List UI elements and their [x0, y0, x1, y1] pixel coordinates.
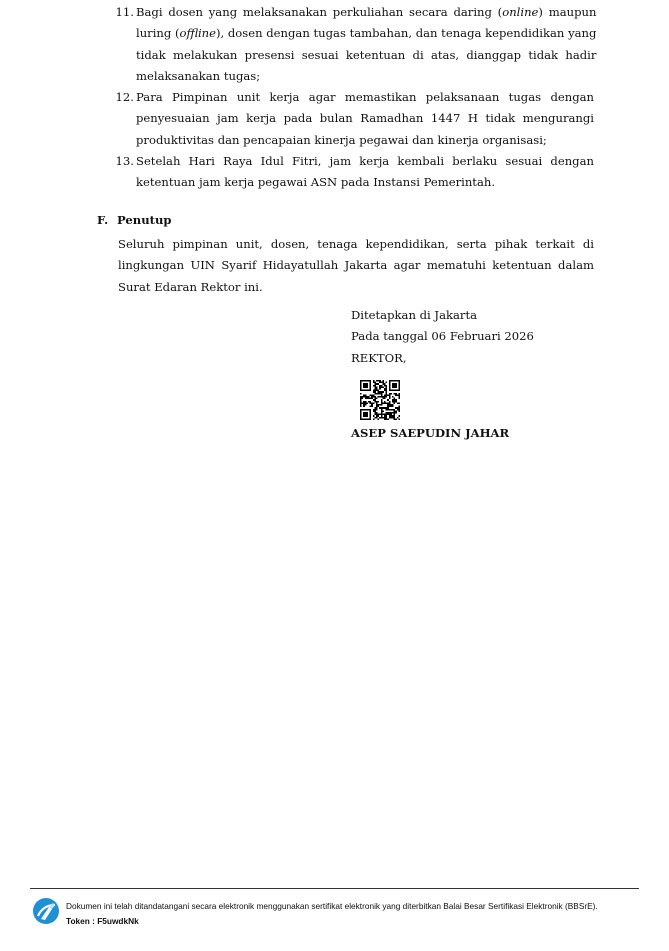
closing-line: Seluruh pimpinan unit, dosen, tenaga kependidikan, serta pihak terkait di — [118, 237, 594, 251]
footer-disclaimer: Dokumen ini telah ditandatangani secara elektronik menggunakan sertifikat elektronik yang diterbitkan Balai Besar Sertifikasi Elektronik (BBSrE). — [66, 901, 598, 911]
list-item-number: 11. — [115, 5, 134, 19]
text-segment: Setelah Hari Raya Idul Fitri, jam kerja kembali berlaku sesuai dengan — [136, 154, 594, 169]
list-item-number: 12. — [115, 90, 134, 105]
section-heading-penutup — [97, 210, 172, 230]
signature-date: Pada tanggal 06 Februari 2026 — [351, 329, 534, 344]
footer-divider — [30, 888, 639, 889]
text-segment: luring ( — [136, 26, 180, 41]
section-title: Penutup — [117, 213, 172, 227]
list-item-line — [136, 2, 596, 23]
footer-token: Token : F5uwdkNk — [66, 916, 139, 926]
section-letter: F. — [97, 213, 109, 227]
list-item-line — [136, 66, 596, 87]
list-item-text — [136, 151, 594, 194]
closing-line: Surat Edaran Rektor ini. — [118, 279, 263, 294]
text-segment: penyesuaian jam kerja pada bulan Ramadhan 1447 H tidak mengurangi — [136, 111, 594, 126]
text-segment: produktivitas dan pencapaian kinerja pegawai dan kinerja organisasi; — [136, 132, 547, 147]
list-item-line — [136, 45, 596, 66]
closing-line: lingkungan UIN Syarif Hidayatullah Jakarta agar mematuhi ketentuan dalam — [118, 258, 594, 273]
signature-block — [351, 305, 534, 369]
numbered-list — [112, 2, 597, 194]
list-item-line — [136, 151, 594, 172]
list-item-text — [136, 2, 596, 87]
list-item-number: 13. — [115, 154, 134, 169]
text-segment: ketentuan jam kerja pegawai ASN pada Instansi Pemerintah. — [136, 175, 496, 190]
italic-term: offline — [179, 26, 216, 41]
text-segment: Para Pimpinan unit kerja agar memastikan pelaksanaan tugas dengan — [136, 90, 594, 105]
list-item-line — [136, 108, 594, 129]
signature-place: Ditetapkan di Jakarta — [351, 308, 478, 322]
footer-text — [66, 899, 598, 929]
list-item — [112, 87, 594, 151]
list-item — [112, 151, 594, 194]
list-item-line — [136, 87, 594, 108]
list-item-line — [136, 172, 594, 193]
list-item — [112, 2, 597, 87]
list-item-text — [136, 87, 594, 151]
qr-code-icon — [360, 380, 400, 420]
text-segment: tidak melakukan presensi sesuai ketentuan di atas, dianggap tidak hadir — [136, 47, 597, 62]
list-item-line — [136, 130, 594, 151]
list-item-line — [136, 23, 596, 44]
text-segment: Bagi dosen yang melaksanakan perkuliahan secara daring ( — [136, 5, 503, 19]
signature-position: REKTOR, — [351, 350, 407, 365]
italic-term: online — [502, 5, 539, 19]
bsre-logo-icon — [32, 897, 60, 925]
text-segment: ) maupun — [538, 5, 597, 19]
signer-name: ASEP SAEPUDIN JAHAR — [351, 426, 510, 440]
text-segment: melaksanakan tugas; — [136, 68, 261, 83]
closing-paragraph — [118, 234, 594, 298]
text-segment: ), dosen dengan tugas tambahan, dan tenaga kependidikan yang — [215, 26, 597, 41]
